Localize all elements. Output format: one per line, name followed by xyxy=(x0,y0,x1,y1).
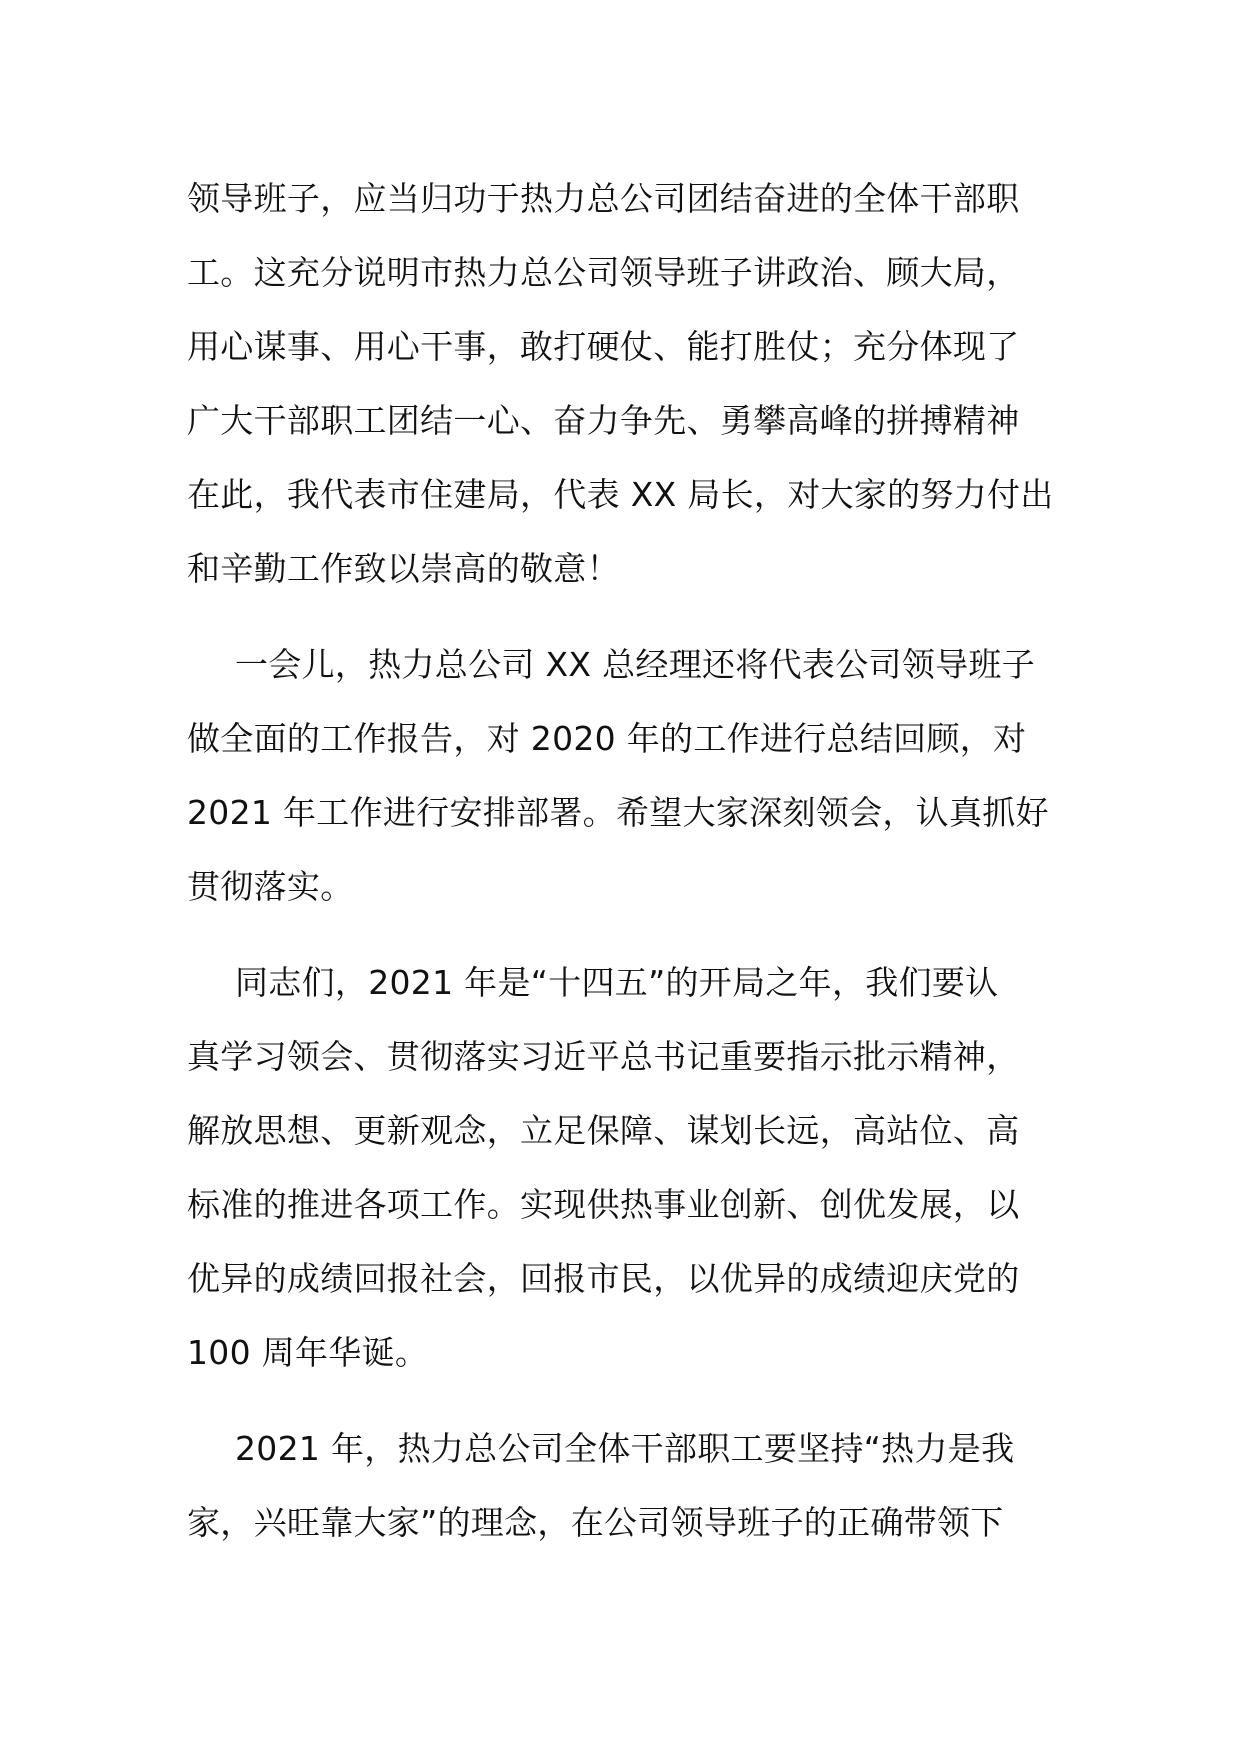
document-body xyxy=(187,168,1057,1566)
paragraph-line: 2021 年，热力总公司全体干部职工要坚持“热力是我 xyxy=(235,1429,1015,1468)
paragraph-line: 和辛勤工作致以崇高的敬意！ xyxy=(187,549,620,588)
paragraph-4 xyxy=(187,1418,1057,1566)
paragraph-2 xyxy=(187,634,1057,930)
paragraph-line: 工。这充分说明市热力总公司领导班子讲政治、顾大局， xyxy=(187,253,1020,292)
paragraph-line: 一会儿，热力总公司 XX 总经理还将代表公司领导班子 xyxy=(235,645,1035,684)
paragraph-spacer xyxy=(187,930,1057,952)
paragraph-line: 解放思想、更新观念，立足保障、谋划长远，高站位、高 xyxy=(187,1111,1020,1150)
paragraph-line: 贯彻落实。 xyxy=(187,867,354,906)
paragraph-3 xyxy=(187,952,1057,1396)
paragraph-line: 真学习领会、贯彻落实习近平总书记重要指示批示精神， xyxy=(187,1037,1020,1076)
paragraph-line: 用心谋事、用心干事，敢打硬仗、能打胜仗；充分体现了 xyxy=(187,327,1020,366)
paragraph-line: 在此，我代表市住建局，代表 XX 局长，对大家的努力付出 xyxy=(187,475,1054,514)
paragraph-spacer xyxy=(187,1396,1057,1418)
paragraph-line: 家，兴旺靠大家”的理念，在公司领导班子的正确带领下 xyxy=(187,1503,1004,1542)
paragraph-line: 优异的成绩回报社会，回报市民，以优异的成绩迎庆党的 xyxy=(187,1259,1020,1298)
paragraph-line: 领导班子，应当归功于热力总公司团结奋进的全体干部职 xyxy=(187,179,1020,218)
paragraph-line: 同志们，2021 年是“十四五”的开局之年，我们要认 xyxy=(235,963,999,1002)
paragraph-line: 标准的推进各项工作。实现供热事业创新、创优发展，以 xyxy=(187,1185,1020,1224)
paragraph-line: 100 周年华诞。 xyxy=(187,1333,429,1372)
paragraph-line: 2021 年工作进行安排部署。希望大家深刻领会，认真抓好 xyxy=(187,793,1049,832)
paragraph-1 xyxy=(187,168,1057,612)
paragraph-line: 做全面的工作报告，对 2020 年的工作进行总结回顾，对 xyxy=(187,719,1027,758)
paragraph-line: 广大干部职工团结一心、奋力争先、勇攀高峰的拼搏精神 xyxy=(187,401,1020,440)
paragraph-spacer xyxy=(187,612,1057,634)
